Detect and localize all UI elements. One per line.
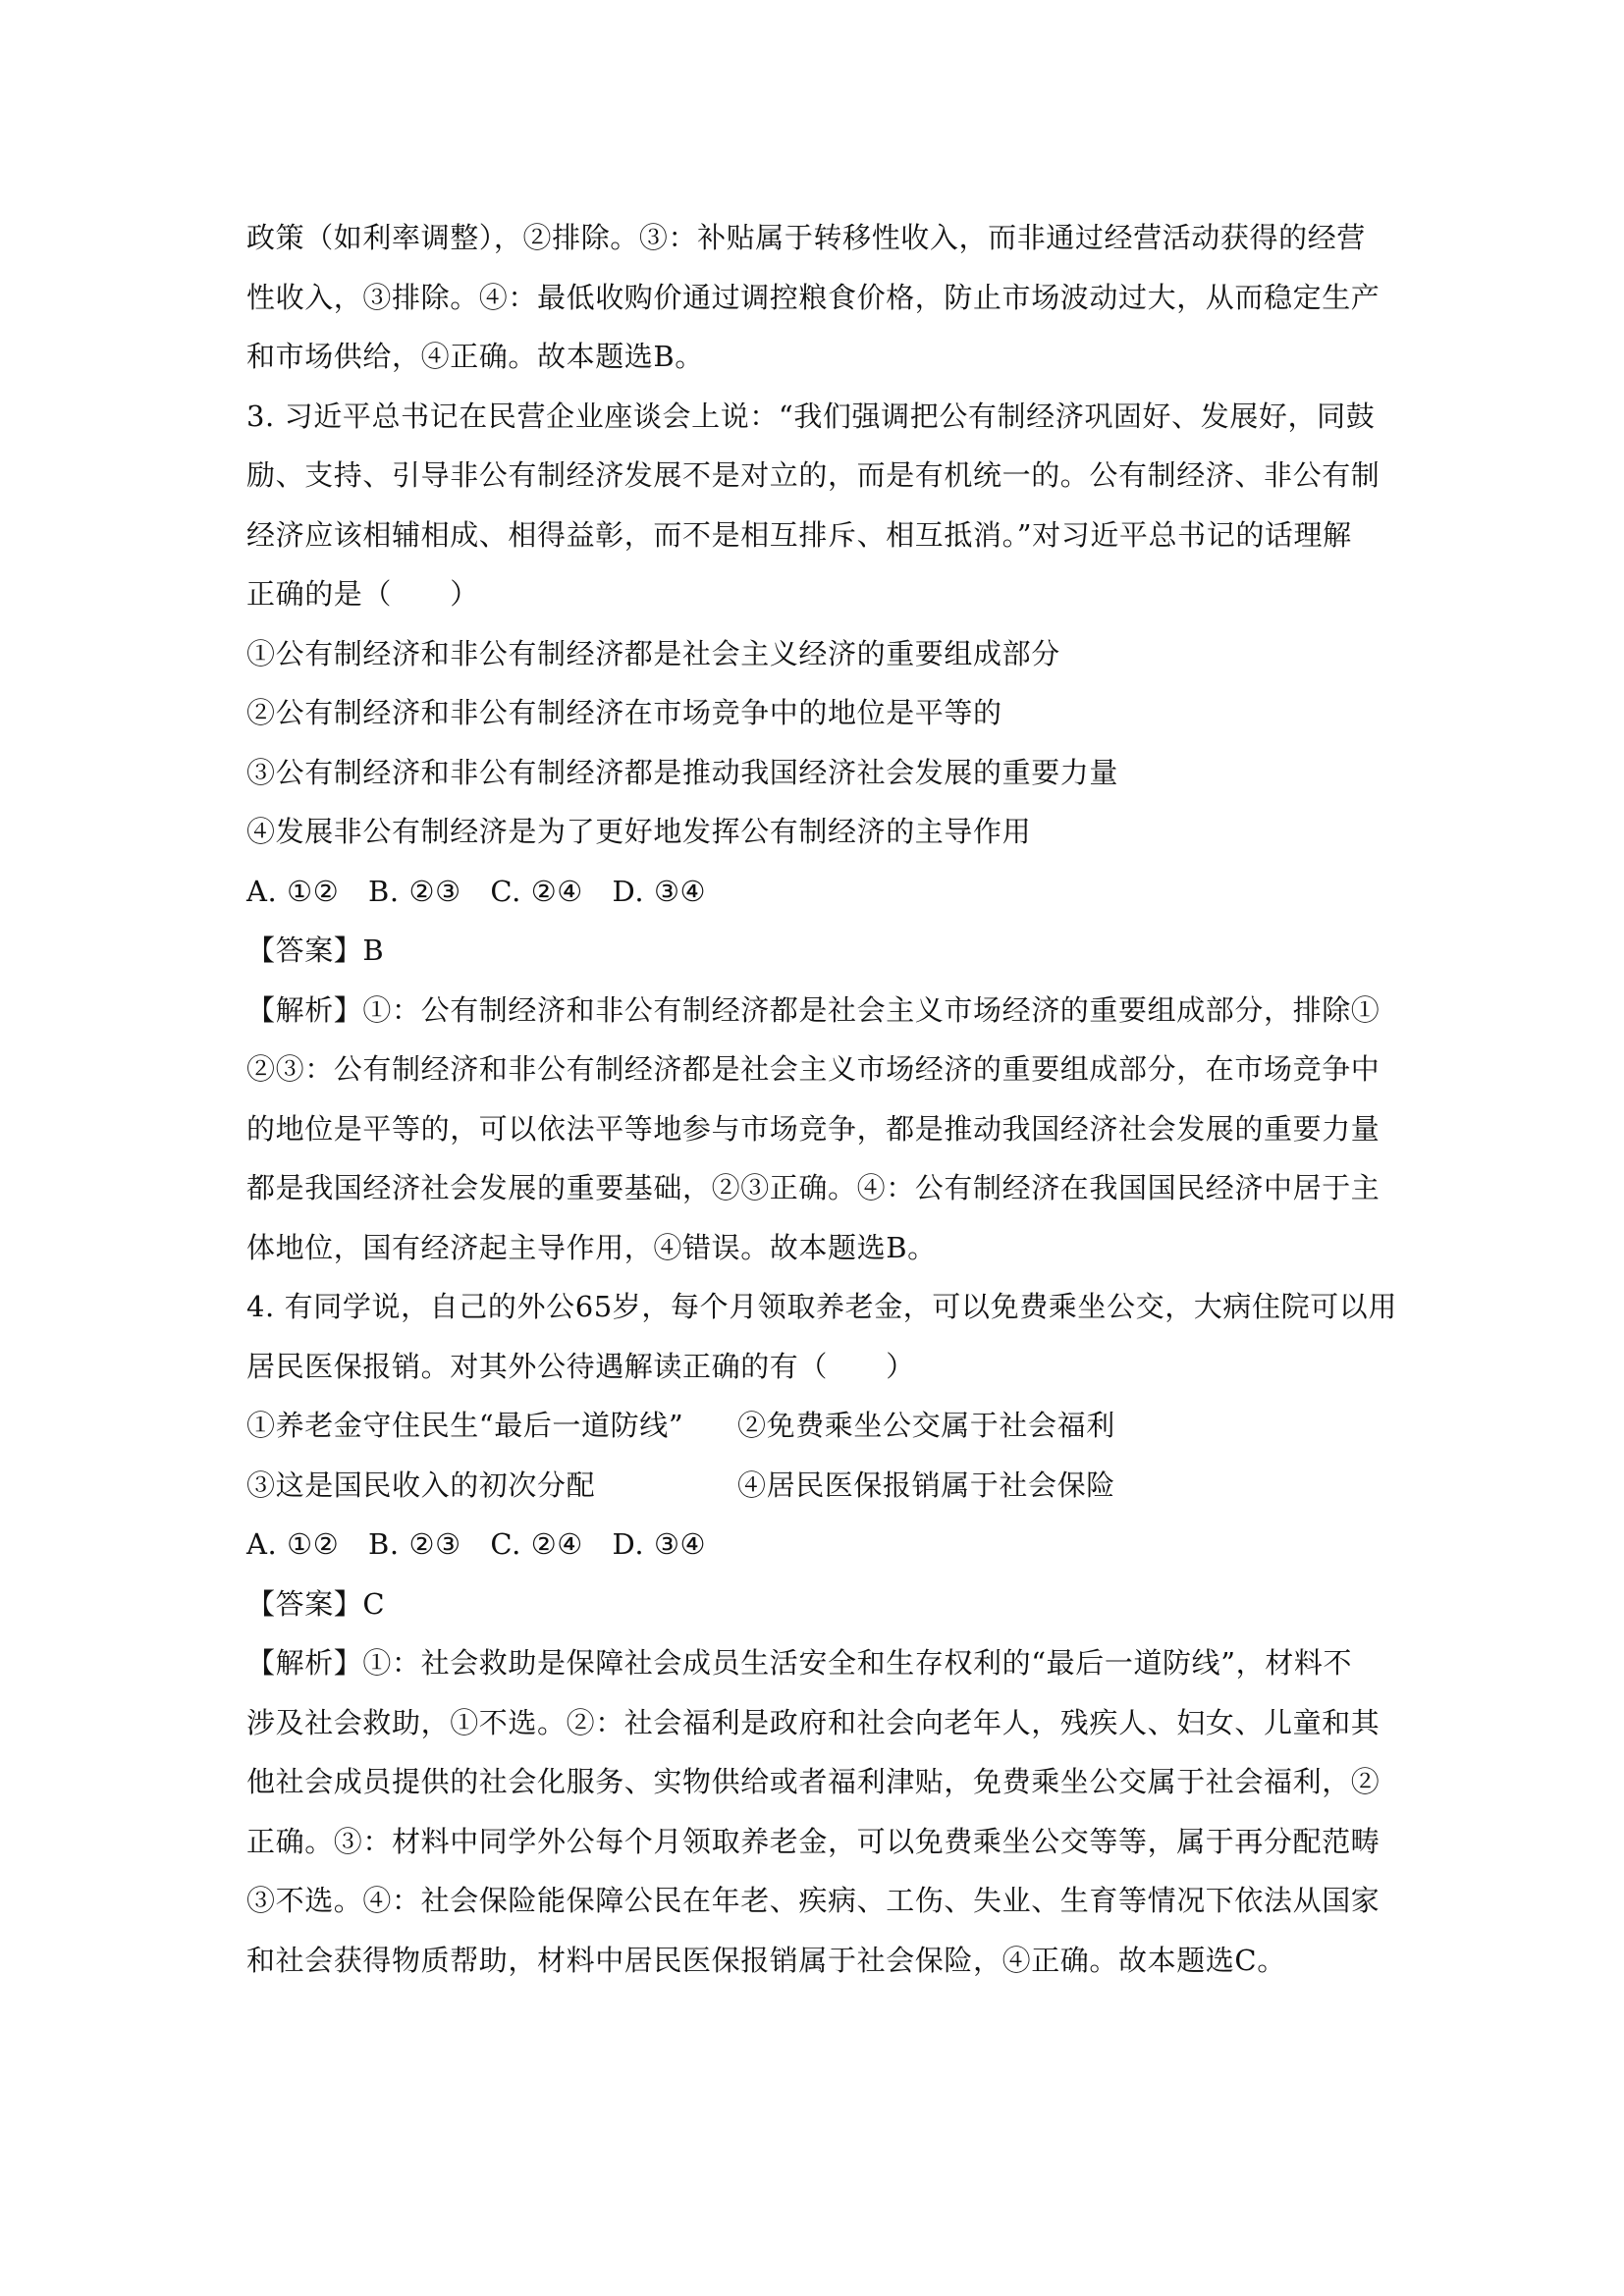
text-line: 经济应该相辅相成、相得益彰，而不是相互排斥、相互抵消。”对习近平总书记的话理解 <box>246 517 1352 552</box>
question-4-stem: 4. 有同学说，自己的外公65岁，每个月领取养老金，可以免费乘坐公交，大病住院可以用 <box>246 1290 1397 1323</box>
text-line: 涉及社会救助，①不选。②：社会福利是政府和社会向老年人，残疾人、妇女、儿童和其 <box>246 1705 1380 1739</box>
text-line: 励、支持、引导非公有制经济发展不是对立的，而是有机统一的。公有制经济、非公有制 <box>246 458 1380 492</box>
question-4-statement-4: ④居民医保报销属于社会保险 <box>737 1468 1115 1502</box>
question-4-statement-2: ②免费乘坐公交属于社会福利 <box>737 1409 1115 1442</box>
question-4-statement-1: ①养老金守住民生“最后一道防线” <box>246 1409 684 1442</box>
text-line: 正确的是（ ） <box>246 577 479 611</box>
question-4-statements-row-1 <box>246 1396 1385 1456</box>
text-line: ③不选。④：社会保险能保障公民在年老、疾病、工伤、失业、生育等情况下依法从国家 <box>246 1884 1380 1917</box>
text-line: 体地位，国有经济起主导作用，④错误。故本题选B。 <box>246 1230 937 1264</box>
question-3-statement-2: ②公有制经济和非公有制经济在市场竞争中的地位是平等的 <box>246 696 1002 729</box>
text-line: 他社会成员提供的社会化服务、实物供给或者福利津贴，免费乘坐公交属于社会福利，② <box>246 1765 1380 1798</box>
text-line: 的地位是平等的，可以依法平等地参与市场竞争，都是推动我国经济社会发展的重要力量 <box>246 1111 1380 1146</box>
text-line: 居民医保报销。对其外公待遇解读正确的有（ ） <box>246 1349 915 1383</box>
document-page <box>246 208 1397 1990</box>
question-4-statements-row-2 <box>246 1456 1385 1516</box>
question-3-analysis: 【解析】①：公有制经济和非公有制经济都是社会主义市场经济的重要组成部分，排除① <box>246 992 1380 1027</box>
text-line: 政策（如利率调整），②排除。③：补贴属于转移性收入，而非通过经营活动获得的经营 <box>246 221 1366 254</box>
question-3-stem: 3. 习近平总书记在民营企业座谈会上说：“我们强调把公有制经济巩固好、发展好，同鼓 <box>246 399 1376 433</box>
text-line: 和市场供给，④正确。故本题选B。 <box>246 340 704 373</box>
question-3-answer: 【答案】B <box>246 934 385 967</box>
question-4-statement-3: ③这是国民收入的初次分配 <box>246 1468 596 1502</box>
text-line: 性收入，③排除。④：最低收购价通过调控粮食价格，防止市场波动过大，从而稳定生产 <box>246 280 1380 314</box>
question-3-statement-3: ③公有制经济和非公有制经济都是推动我国经济社会发展的重要力量 <box>246 755 1119 789</box>
text-line: 正确。③：材料中同学外公每个月领取养老金，可以免费乘坐公交等等，属于再分配范畴 <box>246 1824 1380 1858</box>
text-line: 和社会获得物质帮助，材料中居民医保报销属于社会保险，④正确。故本题选C。 <box>246 1943 1286 1977</box>
question-3-statement-4: ④发展非公有制经济是为了更好地发挥公有制经济的主导作用 <box>246 815 1032 848</box>
question-4-analysis: 【解析】①：社会救助是保障社会成员生活安全和生存权利的“最后一道防线”，材料不 <box>246 1646 1353 1680</box>
question-4-answer: 【答案】C <box>246 1586 386 1621</box>
text-line: 都是我国经济社会发展的重要基础，②③正确。④：公有制经济在我国国民经济中居于主 <box>246 1171 1380 1204</box>
text-line: ②③：公有制经济和非公有制经济都是社会主义市场经济的重要组成部分，在市场竞争中 <box>246 1052 1380 1086</box>
question-4-options: A. ①② B. ②③ C. ②④ D. ③④ <box>246 1527 707 1561</box>
question-3-statement-1: ①公有制经济和非公有制经济都是社会主义经济的重要组成部分 <box>246 636 1060 670</box>
question-3-options: A. ①② B. ②③ C. ②④ D. ③④ <box>246 874 707 908</box>
